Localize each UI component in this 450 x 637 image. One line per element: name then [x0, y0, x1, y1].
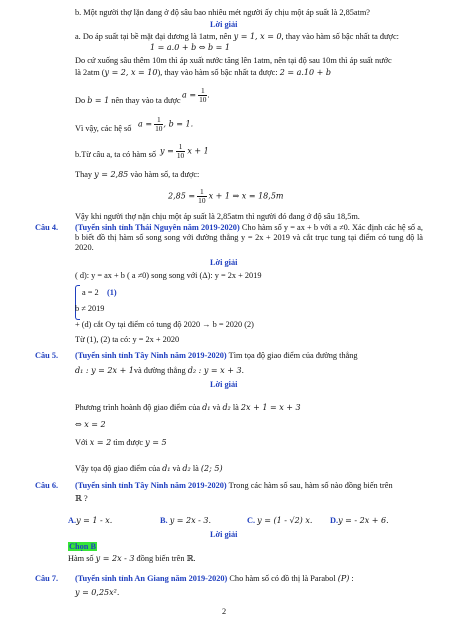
text-line: Hàm số y = 2x - 3 đồng biến trên ℝ.	[68, 554, 196, 563]
text-line: là 2atm (y = 2, x = 10), thay vào hàm số bậc nhất ta được: 2 = a.10 + b	[75, 68, 331, 77]
text-line: b ≠ 2019	[75, 304, 105, 313]
question-number: Câu 4.	[35, 223, 59, 232]
text-line: a = 2 (1)	[82, 288, 117, 297]
text-line: d₁ : y = 2x + 1và đường thẳng d₂ : y = x + 3.	[75, 366, 245, 375]
solution-heading: Lời giải	[210, 380, 238, 389]
equation: 1 = a.0 + b ⇔ b = 1	[150, 43, 230, 52]
text-line: Thay y = 2,85 vào hàm số, ta được:	[75, 170, 200, 179]
equation: ⇔ x = 2	[75, 420, 106, 429]
question-number: Câu 5.	[35, 351, 59, 360]
page-number: 2	[222, 607, 227, 616]
question-number: Câu 6.	[35, 481, 59, 490]
text-line: ( d): y = ax + b ( a ≠0) song song với (Δ): y = 2x + 2019	[75, 271, 262, 280]
question-4: (Tuyển sinh tỉnh Thái Nguyên năm 2019-2020) Cho hàm số y = ax + b với a ≠0. Xác định các hệ số a, b biết đồ thị hàm số song song với đường thẳng y = 2x + 2019 và cắt trục tung tại điểm có tung độ là 2020.	[75, 223, 423, 252]
answer-badge: Chọn B	[69, 542, 96, 551]
question-b: b. Một người thợ lặn đang ở độ sâu bao nhiêu mét người ấy chịu một áp suất là 2,85atm?	[75, 8, 370, 17]
solution-heading: Lời giải	[210, 20, 238, 29]
text-line: Phương trình hoành độ giao điểm của d₁ và d₂ là 2x + 1 = x + 3	[75, 403, 301, 412]
text-line: b.Từ câu a, ta có hàm số	[75, 150, 156, 159]
text-line: Do b = 1 nên thay vào ta được	[75, 96, 181, 105]
text-line: Vì vậy, các hệ số	[75, 124, 132, 133]
equation: y = 0,25x².	[75, 588, 120, 597]
system-brace	[75, 285, 80, 320]
question-7: (Tuyển sinh tỉnh An Giang năm 2019-2020) Cho hàm số có đồ thị là Parabol (P) :	[75, 574, 354, 583]
question-6: (Tuyển sinh tỉnh Tây Ninh năm 2019-2020) Trong các hàm số sau, hàm số nào đồng biến trên	[75, 481, 393, 490]
option-c[interactable]: C. y = (1 - √2) x.	[247, 516, 313, 525]
text-line: a. Do áp suất tại bề mặt đại dương là 1atm, nên y = 1, x = 0, thay vào hàm số bậc nhất ta được:	[75, 32, 399, 41]
question-number: Câu 7.	[35, 574, 59, 583]
text-line: Từ (1), (2) ta có: y = 2x + 2020	[75, 335, 180, 344]
fraction-equation: 2,85 = $\frac{1}{10}$ x + 1 ⇒ x = 18,5m	[168, 187, 284, 205]
text-line: Vậy tọa độ giao điểm của d₁ và d₂ là (2; 5)	[75, 464, 223, 473]
solution-heading: Lời giải	[210, 530, 238, 539]
option-b[interactable]: B. y = 2x - 3.	[160, 516, 212, 525]
text-line: Vậy khi người thợ nặn chịu một áp suất là 2,85atm thì người đó đang ở độ sâu 18,5m.	[75, 212, 360, 221]
text-line: ℝ ?	[75, 494, 88, 503]
option-a[interactable]: A.y = 1 - x.	[68, 516, 113, 525]
fraction-equation: y = $\frac{1}{10}$ x + 1	[160, 142, 209, 160]
text-line: + (d) cắt Oy tại điểm có tung độ 2020 → b = 2020 (2)	[75, 320, 254, 329]
solution-heading: Lời giải	[210, 258, 238, 267]
option-d[interactable]: D.y = - 2x + 6.	[330, 516, 389, 525]
question-5: (Tuyển sinh tỉnh Tây Ninh năm 2019-2020) Tìm tọa độ giao điểm của đường thẳng	[75, 351, 358, 360]
fraction-equation: a = $\frac{1}{10}$ , b = 1.	[138, 115, 194, 133]
text-line: Với x = 2 tìm được y = 5	[75, 438, 167, 447]
text-line: Do cứ xuống sâu thêm 10m thì áp xuất nước tăng lên 1atm, nên tại độ sau 10m thì áp suất nước	[75, 56, 392, 65]
fraction-equation: a = $\frac{1}{10}$ .	[182, 86, 210, 104]
